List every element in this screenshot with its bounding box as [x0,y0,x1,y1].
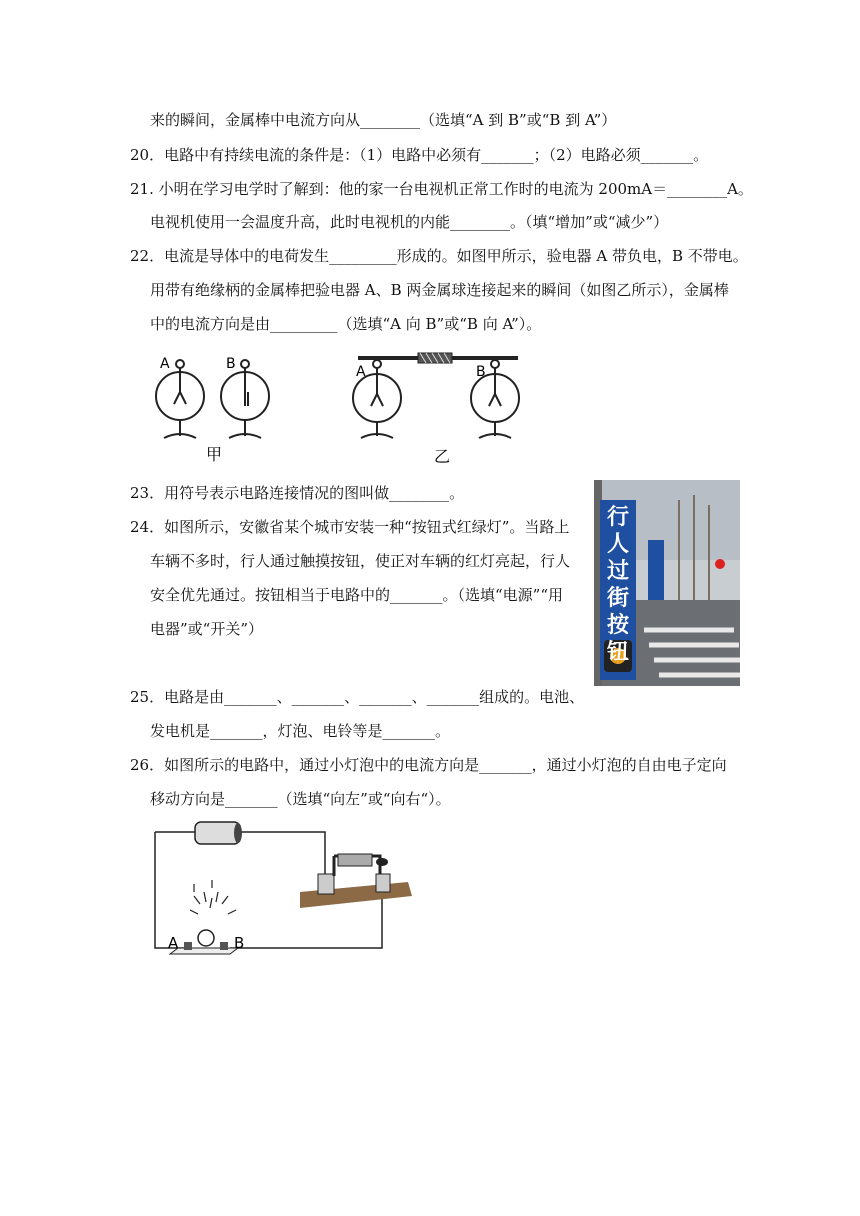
text-line: 来的瞬间，金属棒中电流方向从________（选填“A 到 B”或“B 到 A”） [150,111,617,129]
sign-char: 按 [606,613,629,638]
text-line: 电视机使用一会温度升高，此时电视机的内能________。（填“增加”或“减少”） [150,213,669,231]
label-a: A [160,356,170,372]
text-line: 电器”或“开关”） [150,620,264,638]
text-line: 26．如图所示的电路中，通过小灯泡中的电流方向是_______，通过小灯泡的自由电子定向 [130,756,727,774]
circuit-figure [150,818,420,968]
figure-caption-jia: 甲 [206,445,223,464]
label-b: B [226,356,236,372]
sign-char: 过 [606,559,629,584]
text-line: 25．电路是由_______、_______、_______、_______组成的。电池、 [130,688,585,706]
text-line: 用带有绝缘柄的金属棒把验电器 A、B 两金属球连接起来的瞬间（如图乙所示），金属棒 [150,281,729,299]
figure-caption-yi: 乙 [434,447,451,466]
text-line: 中的电流方向是由_________（选填“A 向 B”或“B 向 A”）。 [150,315,542,333]
sign-char: 钮 [606,640,629,665]
label-a: A [356,364,366,380]
sign-char: 行 [606,505,629,530]
sign-char: 人 [606,532,629,557]
text-line: 车辆不多时，行人通过触摸按钮，使正对车辆的红灯亮起，行人 [150,552,571,570]
label-b: B [234,934,245,952]
sign-text [602,504,634,666]
text-line: 23．用符号表示电路连接情况的图叫做________。 [130,484,465,502]
label-b: B [476,364,486,380]
text-line: 22．电流是导体中的电荷发生_________形成的。如图甲所示，验电器 A 带负电，B 不带电。 [130,247,748,265]
text-line: 移动方向是_______（选填“向左”或“向右“）。 [150,790,451,808]
sign-char: 街 [606,586,629,611]
text-line: 20．电路中有持续电流的条件是：（1）电路中必须有_______；（2）电路必须_______。 [130,146,709,164]
label-a: A [168,934,179,952]
text-line: 24．如图所示，安徽省某个城市安装一种“按钮式红绿灯”。当路上 [130,518,570,536]
text-line: 安全优先通过。按钮相当于电路中的_______。（选填“电源”“用 [150,586,564,604]
text-line: 21. 小明在学习电学时了解到：他的家一台电视机正常工作时的电流为 200mA＝________A。 [130,180,753,198]
electroscope-figure [150,348,530,468]
text-line: 发电机是_______，灯泡、电铃等是_______。 [150,722,451,740]
